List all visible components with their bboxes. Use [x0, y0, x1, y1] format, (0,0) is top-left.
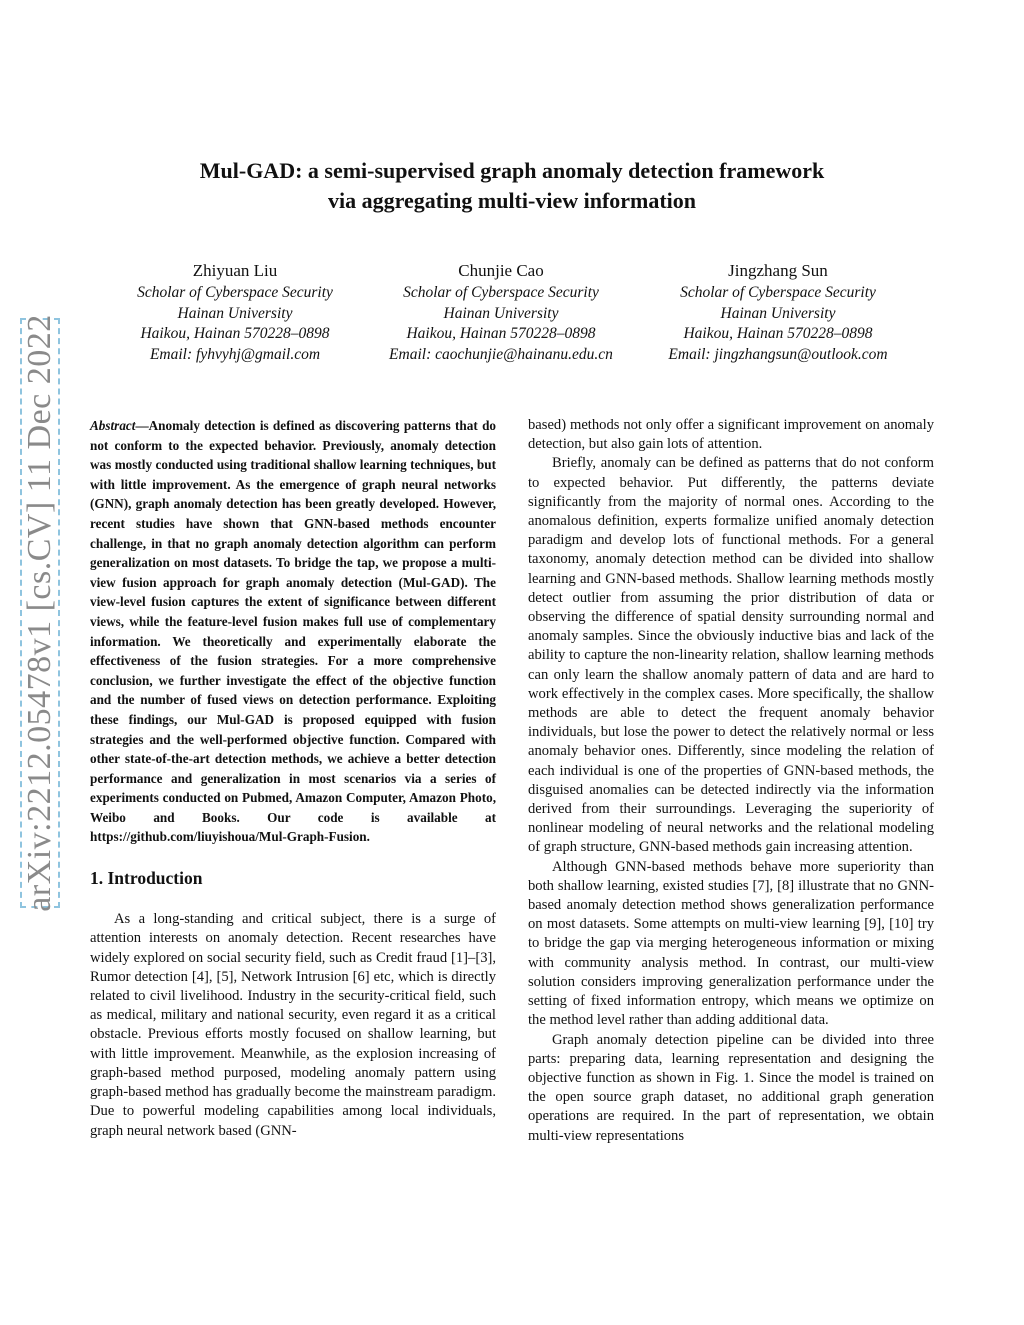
author-organization: Hainan University	[720, 304, 836, 322]
section-heading-introduction: 1. Introduction	[90, 868, 203, 889]
intro-paragraph-2: Briefly, anomaly can be defined as patterns that do not conform to expected behavior. Put differently, the patterns deviate significantly from the majority of normal ones. According to the anomalous definition, experts formalize unified anomaly detection paradigm and develop lots of functional methods. For a general taxonomy, anomaly detection method can be divided into shallow learning and GNN-based methods. Shallow learning methods mostly detect outlier from assuming the prior distribution of data or observing the difference of spatial density surrounding normal and anomaly samples. Since the obviously inductive bias and lack of the ability to capture the non-linearity relation, shallow learning methods can only learn the shallow anomaly pattern of data and are hard to work effectively in the complex cases. More specifically, the shallow methods are able to detect the frequent anomaly behavior individuals, but lose the power to detect the relatively normal or less anomaly behavior ones. Differently, since modeling the relation of each individual is one of the properties of GNN-based methods, the disguised anomalies can be detected indirectly via the information derived from their surroundings. Leveraging the superiority of nonlinear modeling of neural networks and the relational modeling of graph structure, GNN-based methods gain increasing attention.	[528, 455, 934, 856]
author-email: Email: caochunjie@hainanu.edu.cn	[389, 345, 613, 363]
left-column	[90, 416, 496, 1141]
title-line-2: via aggregating multi-view information	[327, 188, 697, 213]
author-address: Haikou, Hainan 570228–0898	[406, 325, 596, 342]
arxiv-identifier: arXiv:2212.05478v1 [cs.CV] 11 Dec 2022	[21, 314, 58, 912]
title-line-1: Mul-GAD: a semi-supervised graph anomaly detection framework	[199, 158, 825, 183]
intro-paragraph-4: Graph anomaly detection pipeline can be divided into three parts: preparing data, learning representation and designing the objective function as shown in Fig. 1. Since the model is trained on the open source graph dataset, no additional graph generation operations are required. In the part of representation, we obtain multi-view representations	[528, 1031, 934, 1144]
author-department: Scholar of Cyberspace Security	[403, 284, 599, 301]
intro-paragraph-3: Although GNN-based methods behave more superiority than both shallow learning, existed studies [7], [8] illustrate that no GNN-based anomaly detection method shows generalization performance on most datasets. Some attempts on multi-view learning [9], [10] try to bridge the gap via merging heterogeneous information or mixing with community analysis method. In contrast, our multi-view solution considers improving generalization performance under the setting of fixed information entropy, which means we optimize on the method level rather than adding additional data.	[528, 858, 934, 1029]
author-email: Email: jingzhangsun@outlook.com	[668, 345, 888, 363]
author-email: Email: fyhvyhj@gmail.com	[149, 345, 321, 363]
author-block-2	[371, 260, 631, 365]
author-name: Chunjie Cao	[458, 261, 544, 280]
author-address: Haikou, Hainan 570228–0898	[683, 325, 873, 342]
author-block-1	[105, 260, 365, 365]
intro-paragraph-1: As a long-standing and critical subject, there is a surge of attention interests on anomaly detection. Recent researches have widely explored on social security field, such as Credit fraud [1]–[3], Rumor detection [4], [5], Network Intrusion [6] etc, which is directly related to civil livelihood. Industry in the security-critical field, such as medical, military and national security, even regard it as a critical obstacle. Previous efforts mostly focused on shallow learning, but with little improvement. Meanwhile, as the explosion increasing of graph-based method purposed, modeling anomaly pattern using graph-based method has gradually become the mainstream paradigm. Due to powerful modeling capabilities among local individuals, graph neural network based (GNN-	[90, 911, 496, 1139]
paper-title	[130, 156, 894, 216]
author-name: Jingzhang Sun	[728, 261, 828, 280]
author-organization: Hainan University	[177, 304, 293, 322]
author-address: Haikou, Hainan 570228–0898	[140, 325, 330, 342]
author-name: Zhiyuan Liu	[192, 261, 278, 280]
intro-paragraph-1-continued: based) methods not only offer a significant improvement on anomaly detection, but also gain lots of attention.	[528, 417, 934, 453]
author-organization: Hainan University	[443, 304, 559, 322]
abstract-text: —Anomaly detection is defined as discovering patterns that do not conform to the expected behavior. Previously, anomaly detection was mostly conducted using traditional shallow learning techniques, but with little improvement. As the emergence of graph neural networks (GNN), graph anomaly detection has been greatly developed. However, recent studies have shown that GNN-based methods encounter challenge, in that no graph anomaly detection algorithm can perform generalization on most datasets. To bridge the tap, we propose a multi-view fusion approach for graph anomaly detection (Mul-GAD). The view-level fusion captures the extent of significance between different views, while the feature-level fusion makes full use of complementary information. We theoretically and experimentally elaborate the effectiveness of the fusion strategies. For a more comprehensive conclusion, we further investigate the effect of the objective function and the number of fused views on detection performance. Exploiting these findings, our Mul-GAD is proposed equipped with fusion strategies and the well-performed objective function. Compared with other state-of-the-art detection methods, we achieve a better detection performance and generalization in most scenarios via a series of experiments conducted on Pubmed, Amazon Computer, Amazon Photo, Weibo and Books. Our code is available at https://github.com/liuyishoua/Mul-Graph-Fusion.	[90, 418, 496, 845]
arxiv-stamp	[20, 314, 60, 912]
author-block-3	[648, 260, 908, 365]
right-column	[528, 416, 934, 1146]
abstract-label: Abstract	[90, 418, 136, 433]
abstract	[90, 416, 496, 847]
author-department: Scholar of Cyberspace Security	[680, 284, 876, 301]
author-department: Scholar of Cyberspace Security	[137, 284, 333, 301]
